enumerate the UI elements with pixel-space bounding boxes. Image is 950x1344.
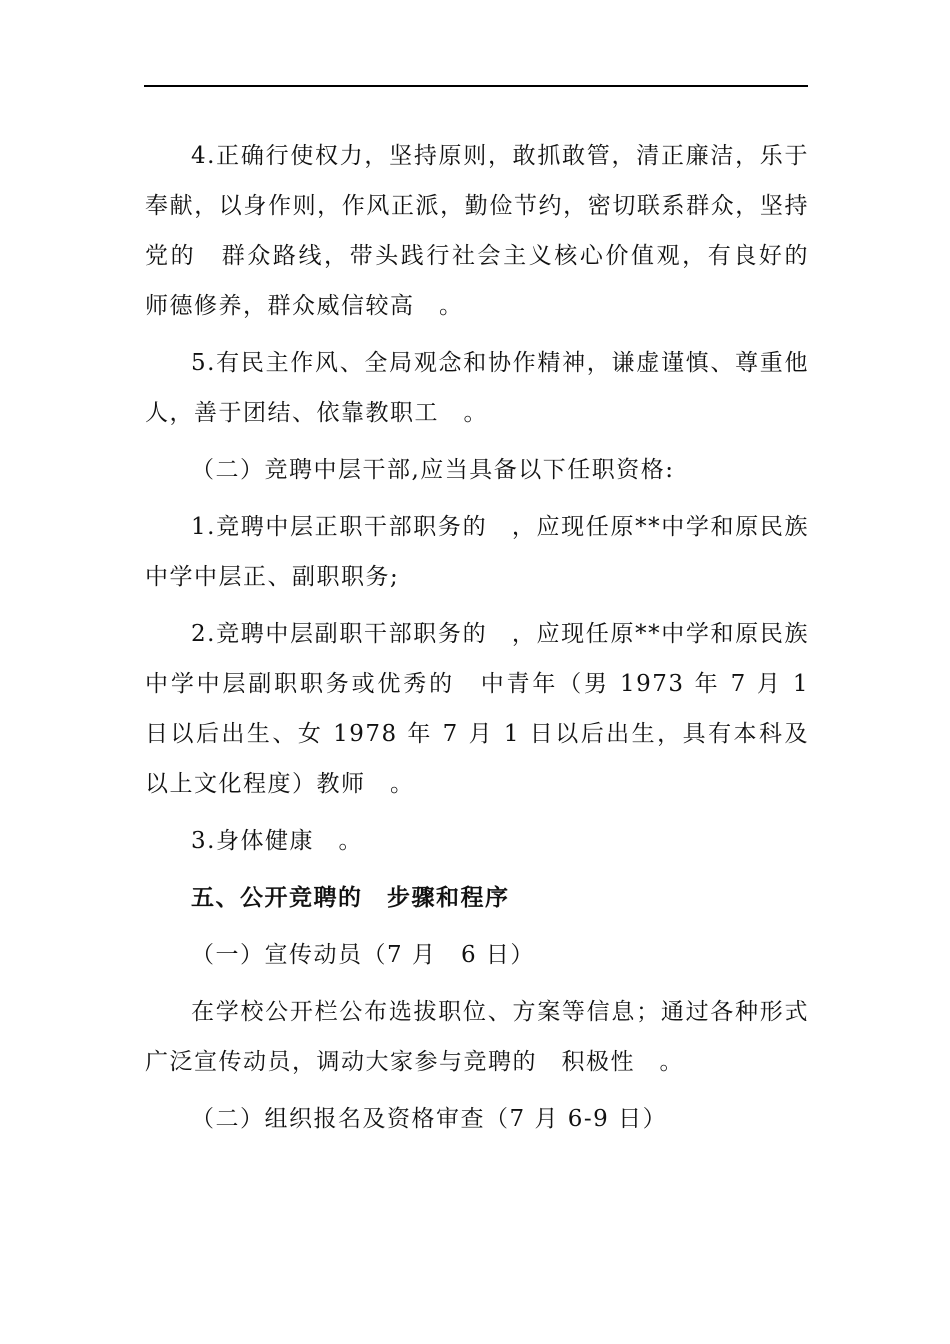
paragraph-item-1-principal-position: 1.竞聘中层正职干部职务的 ，应现任原**中学和原民族中学中层正、副职职务; <box>145 514 809 590</box>
section-heading-steps: 五、公开竞聘的 步骤和程序 <box>191 885 510 911</box>
header-rule <box>144 85 808 87</box>
subheading-publicity: （一）宣传动员（7 月 6 日） <box>191 942 535 968</box>
paragraph-item-5-democratic-style: 5.有民主作风、全局观念和协作精神，谦虚谨慎、尊重他人，善于团结、依靠教职工 。 <box>145 350 809 426</box>
paragraph-item-3-health: 3.身体健康 。 <box>191 828 363 854</box>
document-body <box>145 131 834 1151</box>
subheading-middle-cadre-qualifications: （二）竞聘中层干部,应当具备以下任职资格: <box>191 457 675 483</box>
paragraph-publicity-details: 在学校公开栏公布选拔职位、方案等信息；通过各种形式广泛宣传动员，调动大家参与竞聘的 积极性 。 <box>145 999 809 1075</box>
subheading-registration-review: （二）组织报名及资格审查（7 月 6-9 日） <box>191 1106 668 1132</box>
paragraph-item-4-qualities: 4.正确行使权力，坚持原则，敢抓敢管，清正廉洁，乐于奉献，以身作则，作风正派，勤俭节约，密切联系群众，坚持党的 群众路线，带头践行社会主义核心价值观，有良好的 师德修养，群众威信较高 。 <box>145 143 834 319</box>
paragraph-item-2-deputy-position: 2.竞聘中层副职干部职务的 ，应现任原**中学和原民族中学中层副职职务或优秀的 中青年（男 1973 年 7 月 1 日以后出生、女 1978 年 7 月 1 日以后出生，具有本科及以上文化程度）教师 。 <box>145 621 809 797</box>
